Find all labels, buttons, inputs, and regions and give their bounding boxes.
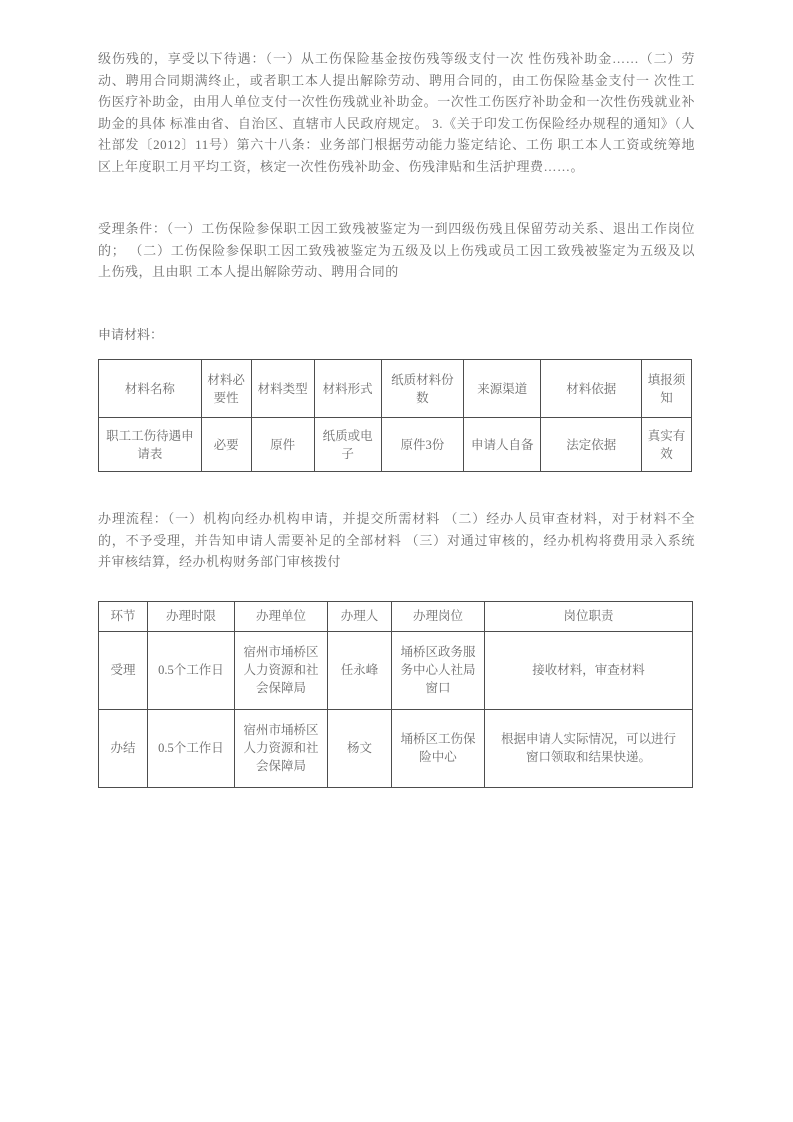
table-cell: 受理 [99, 631, 148, 709]
column-header: 岗位职责 [485, 601, 693, 631]
table-cell: 接收材料，审查材料 [485, 631, 693, 709]
column-header: 材料形式 [314, 360, 381, 418]
table-cell: 宿州市埇桥区人力资源和社会保障局 [235, 709, 328, 787]
column-header: 环节 [99, 601, 148, 631]
table-cell: 职工工伤待遇申请表 [99, 418, 202, 472]
table-cell: 任永峰 [328, 631, 392, 709]
table-cell: 原件 [251, 418, 314, 472]
column-header: 材料依据 [541, 360, 642, 418]
table-cell: 法定依据 [541, 418, 642, 472]
table-cell: 原件3份 [381, 418, 463, 472]
column-header: 办理时限 [148, 601, 235, 631]
process-steps-table [98, 601, 693, 788]
materials-data-row [99, 418, 692, 472]
column-header: 填报须知 [642, 360, 692, 418]
column-header: 办理岗位 [392, 601, 485, 631]
materials-section-label: 申请材料： [98, 326, 164, 342]
table-cell: 必要 [201, 418, 251, 472]
column-header: 材料名称 [99, 360, 202, 418]
paragraph-benefits: 级伤残的，享受以下待遇：（一）从工伤保险基金按伤残等级支付一次 性伤残补助金……（二）劳动、聘用合同期满终止，或者职工本人提出解除劳动、聘用合同的，由工伤保险基金支付一 次性工伤医疗补助金，由用人单位支付一次性伤残就业补助金。一次性工伤医疗补助金和一次性伤残就业补助金的具体 标准由省、自治区、直辖市人民政府规定。 3.《关于印发工伤保险经办规程的通知》（人社部发〔2012〕11号）第六十八条：业务部门根据劳动能力鉴定结论、工伤 职工本人工资或统筹地区上年度职工月平均工资，核定一次性伤残补助金、伤残津贴和生活护理费……。 [98, 51, 695, 174]
table-cell: 0.5个工作日 [148, 709, 235, 787]
paragraph-process: 办理流程：（一）机构向经办机构申请，并提交所需材料 （二）经办人员审查材料，对于材料不全的，不予受理，并告知申请人需要补足的全部材料 （三）对通过审核的，经办机构将费用录入系统并审核结算，经办机构财务部门审核拨付 [98, 511, 695, 569]
table-cell: 杨文 [328, 709, 392, 787]
table-cell: 真实有效 [642, 418, 692, 472]
table-cell: 根据申请人实际情况，可以进行窗口领取和结果快递。 [485, 709, 693, 787]
table-cell: 申请人自备 [464, 418, 541, 472]
column-header: 纸质材料份数 [381, 360, 463, 418]
column-header: 办理单位 [235, 601, 328, 631]
table-cell: 纸质或电子 [314, 418, 381, 472]
table-cell: 埇桥区政务服务中心人社局窗口 [392, 631, 485, 709]
materials-header-row [99, 360, 692, 418]
process-row-complete [99, 709, 693, 787]
application-materials-table [98, 359, 692, 472]
table-cell: 0.5个工作日 [148, 631, 235, 709]
table-cell: 宿州市埇桥区人力资源和社会保障局 [235, 631, 328, 709]
column-header: 来源渠道 [464, 360, 541, 418]
process-header-row [99, 601, 693, 631]
column-header: 办理人 [328, 601, 392, 631]
column-header: 材料必要性 [201, 360, 251, 418]
table-cell: 办结 [99, 709, 148, 787]
paragraph-acceptance-conditions: 受理条件：（一）工伤保险参保职工因工致残被鉴定为一到四级伤残且保留劳动关系、退出工作岗位的； （二）工伤保险参保职工因工致残被鉴定为五级及以上伤残或员工因工致残被鉴定为五级及以上伤残，且由职 工本人提出解除劳动、聘用合同的 [98, 221, 695, 279]
process-row-accept [99, 631, 693, 709]
column-header: 材料类型 [251, 360, 314, 418]
table-cell: 埇桥区工伤保险中心 [392, 709, 485, 787]
